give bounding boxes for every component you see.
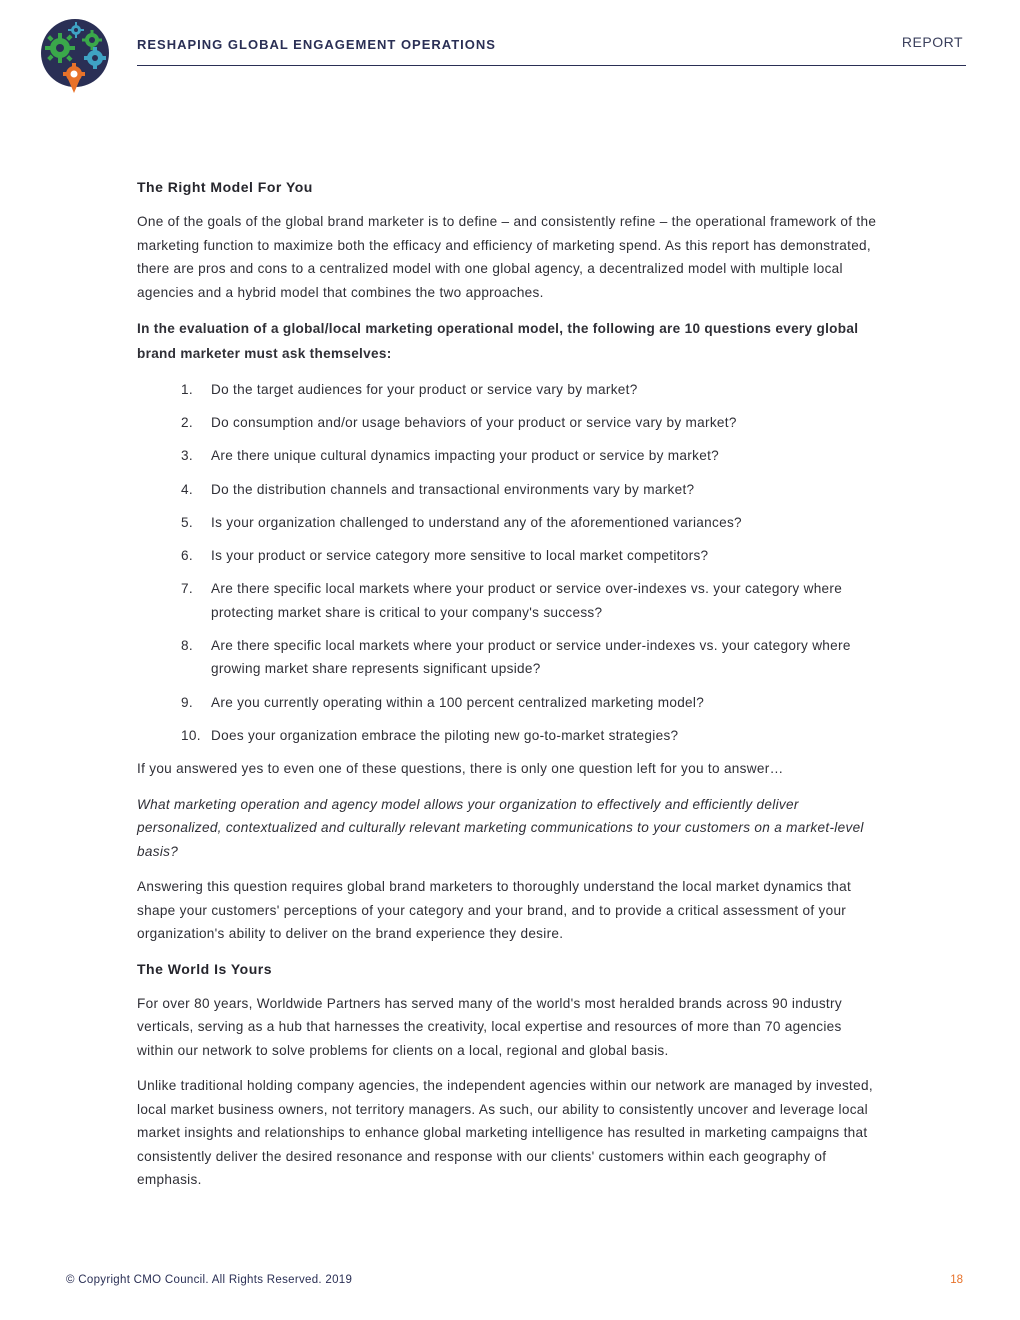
- list-item: [181, 378, 877, 402]
- list-item-number: 2.: [181, 415, 193, 431]
- paragraph-key-question: What marketing operation and agency model allows your organization to effectively and efficiently deliver personalized, contextualized and culturally relevant marketing communications to your customers on a market-level basis?: [137, 796, 864, 859]
- list-item-number: 3.: [181, 448, 193, 464]
- list-item-text: Are there specific local markets where your product or service under-indexes vs. your category where growing market share represents significant upside?: [211, 637, 851, 677]
- list-item: [181, 444, 877, 468]
- paragraph-one-question: If you answered yes to even one of these questions, there is only one question left for you to answer…: [137, 761, 784, 777]
- section-heading-right-model: The Right Model For You: [137, 179, 313, 195]
- list-item: [181, 724, 877, 748]
- page-number: 18: [950, 1274, 963, 1286]
- list-item: [181, 544, 877, 568]
- header-divider: [137, 65, 966, 66]
- list-item-number: 5.: [181, 514, 193, 530]
- paragraph-independent-agencies: Unlike traditional holding company agencies, the independent agencies within our network are managed by invested, local market business owners, not territory managers. As such, our ability to consistently uncover and leverage local market insights and relationships to enhance global marketing intelligence has resulted in marketing campaigns that consistently deliver the desired resonance and response with our clients' customers within each geography of emphasis.: [137, 1078, 873, 1188]
- gears-location-pin-icon: [40, 18, 112, 98]
- section-heading-world-is-yours: The World Is Yours: [137, 960, 273, 977]
- list-item-text: Are you currently operating within a 100 percent centralized marketing model?: [211, 694, 705, 710]
- footer-copyright: © Copyright CMO Council. All Rights Reserved. 2019: [66, 1274, 353, 1286]
- list-item-number: 10.: [181, 727, 201, 743]
- list-item: [181, 511, 877, 535]
- list-item-number: 8.: [181, 637, 193, 653]
- paragraph-intro: One of the goals of the global brand marketer is to define – and consistently refine – the operational framework of the marketing function to maximize both the efficacy and efficiency of marketing spend. As this report has demonstrated, there are pros and cons to a centralized model with one global agency, a decentralized model with multiple local agencies and a hybrid model that combines the two approaches.: [137, 214, 877, 300]
- list-item: [181, 411, 877, 435]
- list-item-number: 7.: [181, 581, 193, 597]
- questions-lead: In the evaluation of a global/local marketing operational model, the following are 10 questions every global brand marketer must ask themselves:: [137, 321, 859, 361]
- list-item-number: 9.: [181, 694, 193, 710]
- list-item-text: Do consumption and/or usage behaviors of your product or service vary by market?: [211, 415, 737, 431]
- list-item-text: Are there unique cultural dynamics impacting your product or service by market?: [211, 448, 720, 464]
- paragraph-answering: Answering this question requires global brand marketers to thoroughly understand the local market dynamics that shape your customers' perceptions of your category and your brand, and to provide a critical assessment of your organization's ability to deliver on the brand experience they desire.: [137, 879, 852, 942]
- paragraph-worldwide-partners: For over 80 years, Worldwide Partners has served many of the world's most heralded brands across 90 industry verticals, serving as a hub that harnesses the creativity, local expertise and resources of more than 70 agencies within our network to solve problems for clients on a local, regional and global basis.: [137, 995, 842, 1058]
- header-title: RESHAPING GLOBAL ENGAGEMENT OPERATIONS: [137, 37, 496, 52]
- list-item-number: 1.: [181, 382, 193, 397]
- list-item-text: Do the target audiences for your product or service vary by market?: [211, 382, 638, 397]
- list-item-text: Does your organization embrace the piloting new go-to-market strategies?: [211, 727, 679, 743]
- list-item-text: Is your product or service category more sensitive to local market competitors?: [211, 547, 709, 563]
- report-label: REPORT: [901, 34, 963, 50]
- list-item-number: 4.: [181, 481, 193, 497]
- list-item-number: 6.: [181, 547, 193, 563]
- list-item-text: Do the distribution channels and transactional environments vary by market?: [211, 481, 695, 497]
- questions-list: [137, 378, 877, 747]
- list-item: [181, 691, 877, 715]
- list-item-text: Is your organization challenged to understand any of the aforementioned variances?: [211, 514, 742, 530]
- document-body: [137, 176, 877, 1204]
- list-item: [181, 478, 877, 502]
- list-item: [181, 577, 877, 624]
- list-item-text: Are there specific local markets where your product or service over-indexes vs. your category where protecting market share is critical to your company's success?: [211, 581, 843, 620]
- list-item: [181, 634, 877, 681]
